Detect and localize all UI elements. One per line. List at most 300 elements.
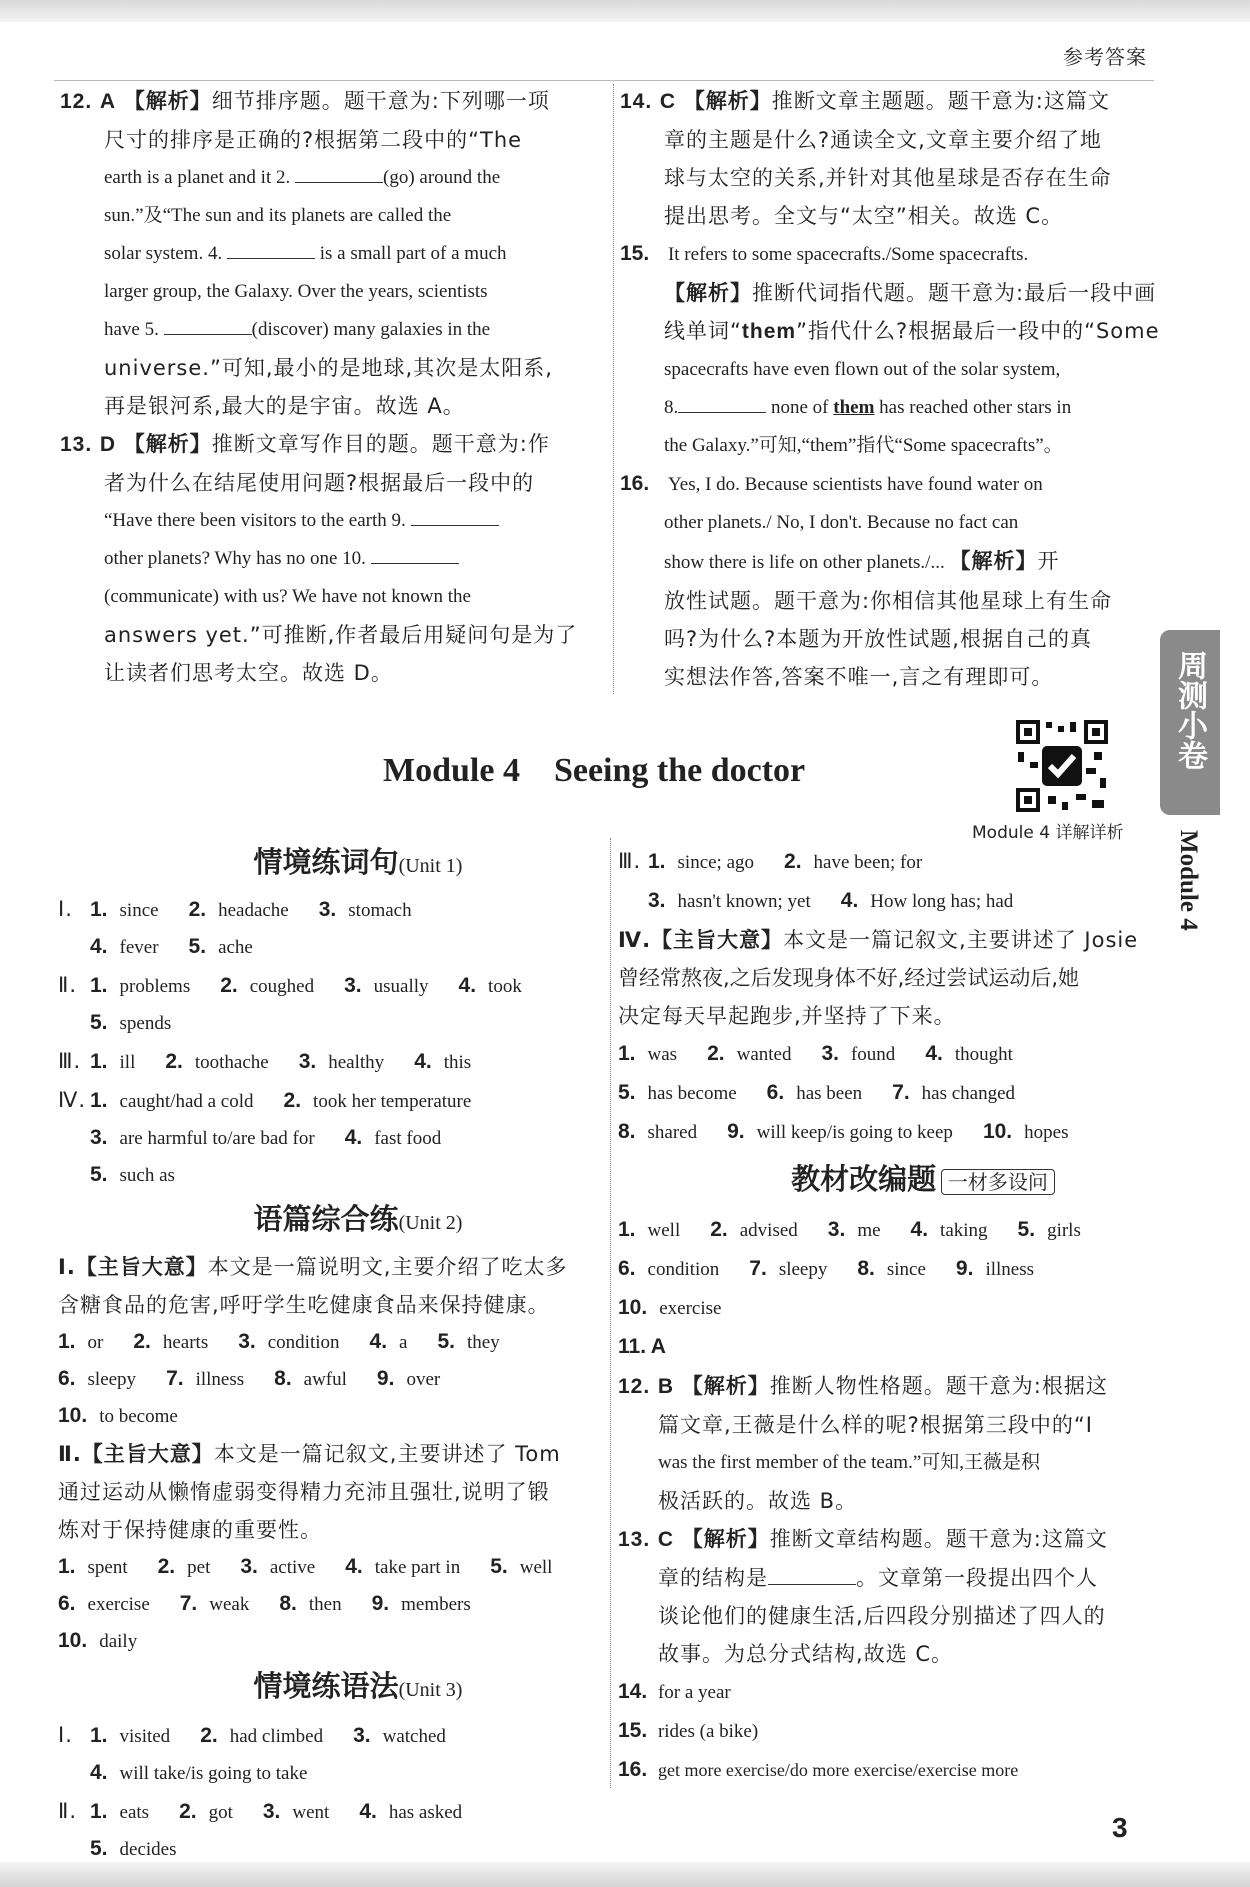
q14-num: 14. (620, 90, 653, 113)
answer-number: 8. (279, 1592, 297, 1615)
answer-text: advised (739, 1220, 798, 1241)
answer-text: a (399, 1332, 408, 1353)
answer-text: eats (119, 1802, 150, 1823)
s2-I-items1 (58, 1324, 598, 1361)
answer-number: 10. (58, 1404, 88, 1427)
blank-4 (227, 240, 315, 259)
answer-text: headache (218, 900, 289, 921)
answer-number: 2. (157, 1555, 176, 1578)
answer-number: 5. (90, 1837, 108, 1860)
answer-number: 4. (359, 1800, 377, 1823)
q12-line3 (60, 159, 590, 197)
q12-line5a: solar system. 4. (104, 243, 223, 264)
answer-number: 10. (58, 1629, 88, 1652)
answer-number: 3. (344, 974, 362, 997)
r-IV-line1 (618, 921, 1158, 959)
answer-number: 7. (166, 1367, 184, 1390)
answer-text: since (886, 1259, 926, 1280)
r-III-row1 (618, 842, 1158, 882)
answer-text: me (857, 1220, 881, 1241)
answer-number: 10. (982, 1120, 1013, 1143)
s2-I-text1: 本文是一篇说明文,主要介绍了吃太多 (207, 1255, 568, 1279)
q15-line5 (620, 389, 1160, 427)
answer-number: 4. (90, 1761, 108, 1784)
q16-line3a: show there is life on other planets./... (664, 552, 945, 573)
answer-text: weak (209, 1594, 250, 1615)
answer-text: wanted (736, 1044, 792, 1065)
q16-line1: Yes, I do. Because scientists have found water on (667, 474, 1043, 495)
answer-item (90, 929, 159, 966)
answer-number: 4. (840, 889, 859, 912)
q13-line6: answers yet.”可推断,作者最后用疑问句是为了 (104, 623, 578, 647)
answer-item (263, 1794, 329, 1831)
answer-number: 5. (90, 1011, 108, 1034)
answer-number: 3. (262, 1800, 281, 1823)
answer-item (90, 1831, 177, 1868)
answer-number: 2. (188, 898, 207, 921)
answer-text: hearts (162, 1332, 209, 1353)
column-divider-bottom (610, 838, 611, 1788)
s3-unit: (Unit 3) (398, 1679, 463, 1701)
answer-item (220, 968, 314, 1005)
answer-item (841, 882, 1014, 921)
q14-line4: 提出思考。全文与“太空”相关。故选 C。 (664, 204, 1064, 228)
answer-text: to become (99, 1406, 178, 1427)
q15-line4: spacecrafts have even flown out of the solar system, (664, 359, 1061, 380)
r-IV-items1 (618, 1035, 1158, 1074)
answer-item (58, 1586, 150, 1623)
q16-line3b: 开 (1037, 549, 1060, 573)
q13-num: 13. (60, 433, 93, 456)
s3-heading (118, 1660, 598, 1716)
q15-num: 15. (620, 242, 650, 265)
s4-title: 教材改编题 (791, 1162, 937, 1196)
q12-line5 (60, 235, 590, 273)
s1-III-row1 (58, 1042, 598, 1081)
answer-text: awful (303, 1369, 347, 1390)
s3-title: 情境练语法 (253, 1669, 399, 1703)
answer-number: 8. (857, 1257, 875, 1280)
answer-item (319, 892, 412, 929)
s4-q16-answer: get more exercise/do more exercise/exercise more (657, 1760, 1019, 1780)
answer-item (345, 1120, 442, 1157)
q15-line6: the Galaxy.”可知,“them”指代“Some spacecrafts”。 (664, 435, 1063, 456)
answer-item (90, 892, 159, 929)
answer-number: 10. (618, 1296, 648, 1319)
s1-I-items1 (90, 892, 442, 929)
answer-number: 4. (369, 1330, 388, 1353)
answer-item (784, 843, 922, 882)
answer-number: 3. (240, 1555, 258, 1578)
answer-text: has been (796, 1083, 863, 1104)
s3-I-row2 (58, 1755, 598, 1792)
side-tab-label: 周测小卷 (1172, 650, 1207, 770)
top-left-column (60, 82, 590, 692)
blank-8 (678, 394, 766, 413)
r-III-items2 (648, 882, 1043, 921)
answer-number: 2. (283, 1089, 302, 1112)
answer-item (58, 1623, 137, 1660)
answer-text: hasn't known; yet (677, 891, 811, 912)
s1-unit: (Unit 1) (398, 855, 463, 877)
answer-number: 2. (133, 1330, 151, 1353)
s1-IV-row1 (58, 1081, 598, 1120)
q12-line3b: (go) around the (383, 167, 501, 188)
s4-q12-line1: 推断人物性格题。题干意为:根据这 (769, 1374, 1108, 1398)
answer-number: 4. (345, 1555, 363, 1578)
answer-text: will take/is going to take (119, 1763, 308, 1784)
header-rule (54, 80, 1154, 81)
answer-number: 7. (179, 1592, 198, 1615)
answer-number: 6. (618, 1257, 636, 1280)
answer-item (618, 1250, 719, 1289)
answer-number: 5. (490, 1555, 508, 1578)
answer-number: 4. (458, 974, 477, 997)
q12-line9: 再是银河系,最大的是宇宙。故选 A。 (104, 394, 465, 418)
answer-item (179, 1794, 233, 1831)
answer-item (821, 1035, 895, 1074)
answer-number: 5. (188, 935, 207, 958)
answer-number: 1. (58, 1330, 76, 1353)
answer-number: 4. (910, 1218, 929, 1241)
s3-II-row2 (58, 1831, 598, 1868)
bottom-left-column (58, 838, 598, 1868)
answer-item (158, 1549, 211, 1586)
s1-II-row1 (58, 966, 598, 1005)
s4-q14-answer: for a year (657, 1682, 731, 1703)
s1-II-items2 (90, 1005, 201, 1042)
answer-number: 4. (90, 935, 108, 958)
answer-text: found (850, 1044, 896, 1065)
answer-number: 1. (90, 1724, 108, 1747)
answer-item (618, 1289, 721, 1328)
answer-text: sleepy (87, 1369, 137, 1390)
answer-text: How long has; had (870, 891, 1014, 912)
q13-line1: 推断文章写作目的题。题干意为:作 (211, 432, 550, 456)
answer-item (58, 1361, 136, 1398)
q13-line7: 让读者们思考太空。故选 D。 (104, 661, 393, 685)
answer-text: exercise (87, 1594, 150, 1615)
answer-item (58, 1398, 178, 1435)
answer-item (727, 1113, 953, 1152)
q13-line4 (60, 540, 590, 578)
answer-text: coughed (249, 976, 315, 997)
q12-line4: sun.”及“The sun and its planets are called the (104, 205, 452, 226)
answer-item (90, 1794, 149, 1831)
s2-I-items2 (58, 1361, 598, 1398)
answer-item (279, 1586, 341, 1623)
answer-number: 6. (58, 1592, 76, 1615)
answer-number: 9. (955, 1257, 974, 1280)
s4-q15 (618, 1712, 1158, 1751)
answer-number: 2. (179, 1800, 197, 1823)
page-number: 3 (1112, 1812, 1128, 1843)
q15-line3 (620, 312, 1160, 351)
s4-q12-answer: B (657, 1375, 675, 1398)
answer-item (749, 1250, 827, 1289)
answer-number: 1. (90, 898, 108, 921)
q15-line3c: ”指代什么?根据最后一段中的“Some (796, 319, 1160, 343)
s4-q13-line2a: 章的结构是 (658, 1566, 768, 1590)
answer-item (284, 1083, 472, 1120)
answer-number: 9. (727, 1120, 745, 1143)
answer-item (618, 1035, 677, 1074)
answer-number: 2. (220, 974, 238, 997)
header-label: 参考答案 (1063, 45, 1147, 69)
answer-item (437, 1324, 499, 1361)
q13-line3 (60, 502, 590, 540)
s1-II-row2 (58, 1005, 598, 1042)
answer-number: 3. (238, 1330, 256, 1353)
s4-q16-num: 16. (618, 1758, 648, 1781)
answer-text: has become (647, 1083, 737, 1104)
s4-q12-line4: 极活跃的。故选 B。 (658, 1489, 858, 1513)
s4-items1 (618, 1211, 1158, 1250)
answer-text: fast food (374, 1128, 442, 1149)
q15-line5a: 8. (664, 397, 679, 418)
s1-I-roman: Ⅰ. (58, 897, 73, 921)
answer-item (58, 1324, 103, 1361)
answer-item (828, 1211, 881, 1250)
answer-text: ill (119, 1052, 136, 1073)
s4-q11-num: 11. (618, 1335, 647, 1358)
qr-code (1014, 718, 1110, 814)
s4-q11 (618, 1328, 1158, 1367)
q12-line7 (60, 311, 590, 349)
s4-q12-num: 12. (618, 1375, 651, 1398)
answer-text: had climbed (229, 1726, 324, 1747)
q14-line3: 球与太空的关系,并针对其他星球是否存在生命 (664, 166, 1112, 190)
answer-text: has changed (921, 1083, 1016, 1104)
answer-text: healthy (328, 1052, 385, 1073)
r-III-items1 (648, 843, 952, 882)
answer-item (648, 882, 811, 921)
answer-item (90, 1005, 171, 1042)
s2-I-line2: 含糖食品的危害,呼吁学生吃健康食品来保持健康。 (58, 1293, 550, 1317)
s1-IV-row3 (58, 1157, 598, 1194)
qr-code-graphic (1014, 718, 1110, 814)
answer-item (189, 892, 289, 929)
answer-number: 5. (618, 1081, 636, 1104)
answer-item (133, 1324, 208, 1361)
q12-num: 12. (60, 90, 93, 113)
q15-line5d: has reached other stars in (879, 397, 1072, 418)
s1-heading (118, 838, 598, 890)
module-title: Module 4 Seeing the doctor (383, 752, 806, 789)
answer-text: pet (187, 1557, 211, 1578)
answer-item (414, 1044, 471, 1081)
s4-q13-answer: C (657, 1528, 675, 1551)
q15-them-word: them (741, 320, 797, 343)
answer-text: then (308, 1594, 342, 1615)
s1-II-items1 (90, 968, 552, 1005)
r-IV-line3: 决定每天早起跑步,并坚持了下来。 (618, 1004, 956, 1028)
s1-IV-items2 (90, 1120, 471, 1157)
s3-I-roman: Ⅰ. (58, 1723, 73, 1747)
answer-item (200, 1718, 323, 1755)
blank-5 (164, 316, 252, 335)
s4-q13-line1: 推断文章结构题。题干意为:这篇文 (769, 1527, 1108, 1551)
answer-number: 3. (318, 898, 337, 921)
q12-line5b: is a small part of a much (319, 243, 507, 264)
s1-I-items2 (90, 929, 283, 966)
s4-q13-line4: 故事。为总分式结构,故选 C。 (658, 1642, 954, 1666)
answer-item (299, 1044, 384, 1081)
s1-III-items1 (90, 1044, 501, 1081)
s1-III-roman: Ⅲ. (58, 1049, 82, 1073)
s4-tag: 一材多设问 (941, 1169, 1055, 1195)
answer-item (490, 1549, 552, 1586)
q12-line2: 尺寸的排序是正确的?根据第二段中的“The (104, 128, 523, 152)
answer-text: this (443, 1052, 472, 1073)
q16-line6: 实想法作答,答案不唯一,言之有理即可。 (664, 665, 1054, 689)
s4-q12-tag: 【解析】 (681, 1374, 770, 1398)
s4-q15-num: 15. (618, 1719, 648, 1742)
answer-number: 2. (710, 1218, 728, 1241)
answer-text: exercise (659, 1298, 722, 1319)
s4-q11-answer: A (650, 1335, 666, 1358)
answer-text: well (647, 1220, 681, 1241)
answer-number: 1. (90, 1800, 108, 1823)
answer-number: 4. (925, 1042, 943, 1065)
q12-line1: 细节排序题。题干意为:下列哪一项 (211, 89, 550, 113)
answer-text: taking (940, 1220, 988, 1241)
answer-number: 1. (90, 1050, 108, 1073)
answer-item (707, 1035, 791, 1074)
answer-text: since; ago (677, 852, 755, 873)
answer-item (166, 1361, 244, 1398)
answer-text: got (208, 1802, 233, 1823)
answer-item (372, 1586, 471, 1623)
answer-number: 8. (274, 1367, 292, 1390)
s2-II-line3: 炼对于保持健康的重要性。 (58, 1518, 322, 1542)
q15-line1: It refers to some spacecrafts./Some spacecrafts. (667, 244, 1029, 265)
answer-number: 9. (371, 1592, 390, 1615)
q12-line8: universe.”可知,最小的是地球,其次是太阳系, (104, 356, 553, 380)
s4-q13-num: 13. (618, 1528, 651, 1551)
answer-text: ache (218, 937, 253, 958)
answer-number: 8. (618, 1120, 636, 1143)
q15-tag: 【解析】 (664, 281, 752, 305)
answer-number: 9. (376, 1367, 395, 1390)
answer-item (648, 843, 754, 882)
s2-I-items3 (58, 1398, 598, 1435)
q13-tag: 【解析】 (123, 432, 212, 456)
answer-item (377, 1361, 440, 1398)
q14-answer: C (659, 90, 677, 113)
blank-structure (768, 1566, 856, 1585)
q14-line1: 推断文章主题题。题干意为:这篇文 (771, 89, 1110, 113)
answer-text: sleepy (778, 1259, 828, 1280)
answer-item (344, 968, 428, 1005)
answer-text: has asked (388, 1802, 463, 1823)
q16-line4: 放性试题。题干意为:你相信其他星球上有生命 (664, 589, 1113, 613)
answer-text: spent (87, 1557, 128, 1578)
answer-text: watched (382, 1726, 446, 1747)
answer-number: 3. (90, 1126, 108, 1149)
q14-line2: 章的主题是什么?通读全文,文章主要介绍了地 (664, 128, 1102, 152)
answer-item (892, 1074, 1015, 1113)
s1-IV-row2 (58, 1120, 598, 1157)
blank-10 (371, 545, 459, 564)
answer-item (90, 1120, 315, 1157)
answer-item (90, 1157, 175, 1194)
s2-heading (118, 1194, 598, 1248)
answer-number: 1. (618, 1042, 636, 1065)
q15-line5b: none of (771, 397, 829, 418)
answer-text: visited (119, 1726, 171, 1747)
answer-text: active (269, 1557, 316, 1578)
answer-item (180, 1586, 250, 1623)
s4-q13-tag: 【解析】 (681, 1527, 770, 1551)
r-III-roman: Ⅲ. (618, 849, 642, 873)
q14 (620, 82, 1160, 121)
s4-heading (618, 1152, 1158, 1211)
answer-number: 1. (618, 1218, 636, 1241)
answer-text: stomach (348, 900, 412, 921)
answer-item (90, 1044, 135, 1081)
s1-I-row1 (58, 890, 598, 929)
answer-number: 1. (58, 1555, 76, 1578)
answer-number: 6. (766, 1081, 785, 1104)
answer-item (618, 1074, 737, 1113)
q15 (620, 235, 1160, 274)
answer-item (710, 1211, 798, 1250)
r-IV-line2: 曾经常熬夜,之后发现身体不好,经过尝试运动后,她 (618, 966, 1080, 990)
answer-item (459, 968, 522, 1005)
q12-tag: 【解析】 (123, 89, 212, 113)
side-module-label: Module 4 (1175, 830, 1202, 931)
answer-text: girls (1047, 1220, 1081, 1241)
answer-text: shared (647, 1122, 698, 1143)
answer-item (359, 1794, 462, 1831)
answer-item (165, 1044, 268, 1081)
answer-text: have been; for (813, 852, 923, 873)
answer-number: 2. (165, 1050, 183, 1073)
r-IV-items2 (618, 1074, 1158, 1113)
answer-number: 5. (1017, 1218, 1036, 1241)
s4-q16 (618, 1751, 1158, 1790)
answer-number: 5. (90, 1163, 108, 1186)
s2-II-line2: 通过运动从懒惰虚弱变得精力充沛且强壮,说明了锻 (58, 1480, 550, 1504)
s4-q13-line3: 谈论他们的健康生活,后四段分别描述了四人的 (658, 1604, 1106, 1628)
answer-text: such as (119, 1165, 175, 1186)
q12 (60, 82, 590, 121)
answer-text: spends (119, 1013, 172, 1034)
r-IV-text1: 本文是一篇记叙文,主要讲述了 Josie (783, 928, 1139, 952)
q16-line3 (620, 542, 1160, 582)
answer-text: over (406, 1369, 441, 1390)
q12-line6: larger group, the Galaxy. Over the years, scientists (104, 281, 488, 302)
s2-I-head: Ⅰ.【主旨大意】 (58, 1255, 208, 1279)
answer-text: went (292, 1802, 330, 1823)
s2-II-items2 (58, 1586, 598, 1660)
s1-II-roman: Ⅱ. (58, 973, 78, 997)
q15-them-underlined: them (833, 397, 875, 418)
answer-item (90, 1718, 170, 1755)
answer-number: 1. (648, 850, 666, 873)
q13-answer: D (99, 433, 117, 456)
answer-number: 7. (749, 1257, 767, 1280)
answer-text: take part in (374, 1557, 461, 1578)
answer-text: thought (954, 1044, 1013, 1065)
s1-IV-items3 (90, 1157, 205, 1194)
answer-number: 3. (648, 889, 666, 912)
answer-number: 2. (707, 1042, 725, 1065)
answer-item (189, 929, 253, 966)
answer-text: took (488, 976, 522, 997)
s4-q12 (618, 1367, 1158, 1406)
